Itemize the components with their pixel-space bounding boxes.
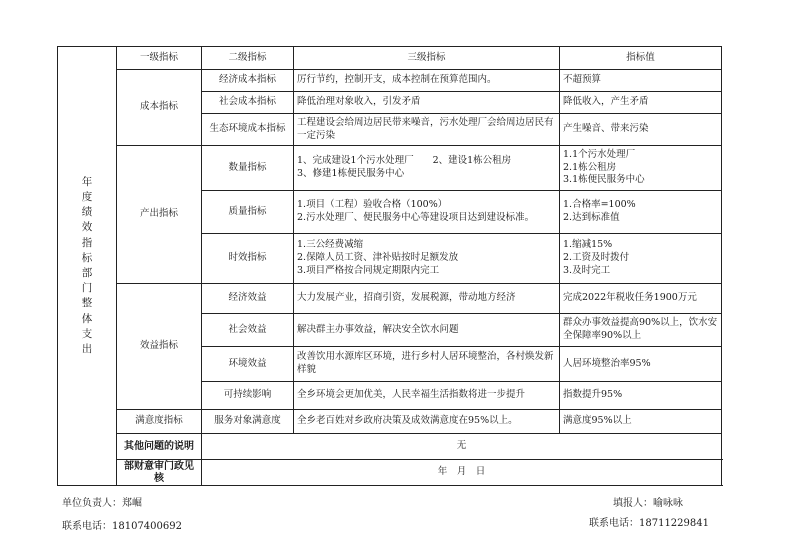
level3-line: 2.污水处理厂、便民服务中心等建设项目达到建设标准。 [297,212,535,223]
side-label-char: 支 [81,327,93,340]
filler-phone-line [589,514,709,529]
leader-phone-line [62,517,182,532]
level2-cell: 时效指标 [202,234,294,284]
level2-cell: 可持续影响 [202,382,294,410]
leader-phone: 18107400692 [112,521,182,532]
value-line: 2.达到标准值 [563,212,620,223]
level2-cell: 质量指标 [202,191,294,234]
benefit-label: 效益指标 [117,284,202,410]
value-cell [560,146,722,191]
value-line: 2.工资及时拨付 [563,252,630,264]
review-date: 年 月 日 [202,460,722,486]
level3-line: 1、完成建设1个污水处理厂 2、建设1栋公租房 [297,155,512,167]
value-cell: 满意度95%以上 [560,410,722,434]
level2-cell: 社会成本指标 [202,92,294,114]
level3-line: 3.项目严格按合同规定期限内完工 [297,264,440,276]
level3-line: 2.保障人员工资、津补贴按时足额发放 [297,252,459,264]
level3-cell: 全乡老百姓对乡政府决策及成效满意度在95%以上。 [294,410,560,434]
value-cell: 群众办事效益提高90%以上，饮水安全保障率90%以上 [560,314,722,347]
table-row [58,410,722,434]
satisfaction-label: 满意度指标 [117,410,202,434]
performance-table [57,46,722,486]
level2-cell: 生态环境成本指标 [202,114,294,146]
value-cell: 降低收入，产生矛盾 [560,92,722,114]
level3-line: 1.三公经费减缩 [297,239,364,251]
other-issues-label: 其他问题的说明 [117,434,202,460]
level2-cell: 数量指标 [202,146,294,191]
header-value: 指标值 [560,47,722,70]
output-label: 产出指标 [117,146,202,284]
value-cell [560,191,722,234]
level3-cell: 厉行节约，控制开支，成本控制在预算范围内。 [294,70,560,92]
value-line: 3.1栋便民服务中心 [563,174,645,186]
side-label [58,47,117,486]
review-row [58,460,722,486]
value-cell: 完成2022年税收任务1900万元 [560,284,722,314]
filler-line [613,494,683,509]
other-issues-row [58,434,722,460]
header-level3: 三级指标 [294,47,560,70]
table-row [58,146,722,191]
value-line: 1.1个污水处理厂 [563,148,636,160]
value-cell: 指数提升95% [560,382,722,410]
level3-cell: 改善饮用水源库区环境，进行乡村人居环境整治，各村焕发新样貌 [294,347,560,382]
side-label-char: 效 [81,221,93,234]
level3-line: 3、修建1栋便民服务中心 [297,168,405,179]
leader-name: 郑崛 [122,498,142,509]
level3-cell [294,234,560,284]
side-label-char: 门 [81,282,93,295]
filler-phone-label: 联系电话： [589,518,639,529]
level3-cell [294,191,560,234]
side-label-char: 年 [81,175,93,188]
level2-cell: 社会效益 [202,314,294,347]
leader-label: 单位负责人： [62,498,122,509]
leader-line [62,494,142,509]
filler-phone: 18711229841 [639,518,709,529]
level3-cell: 降低治理对象收入，引发矛盾 [294,92,560,114]
other-issues-value: 无 [202,434,722,460]
side-label-char: 整 [81,297,93,310]
value-cell [560,234,722,284]
side-label-text [58,175,116,358]
side-label-char: 度 [81,190,93,203]
level3-cell: 大力发展产业，招商引资，发展税源，带动地方经济 [294,284,560,314]
review-label: 部财意审门政见核 [117,460,202,486]
value-line: 1.缩减15% [563,239,613,251]
header-level2: 二级指标 [202,47,294,70]
level2-cell: 经济效益 [202,284,294,314]
level3-cell: 全乡环境会更加优美，人民幸福生活指数将进一步提升 [294,382,560,410]
value-cell: 人居环境整治率95% [560,347,722,382]
side-label-char: 标 [81,251,93,264]
level3-cell: 工程建设会给周边居民带来噪音，污水处理厂会给周边居民有一定污染 [294,114,560,146]
value-cell: 不超预算 [560,70,722,92]
side-label-char: 出 [81,343,93,356]
value-line: 2.1栋公租房 [563,161,617,173]
side-label-char: 绩 [81,206,93,219]
cost-label: 成本指标 [117,70,202,146]
side-label-char: 体 [81,312,93,325]
value-cell: 产生噪音、带来污染 [560,114,722,146]
filler-label: 填报人： [613,498,653,509]
filler-name: 喻咏咏 [653,498,683,509]
level2-cell: 环境效益 [202,347,294,382]
side-label-char: 部 [81,267,93,279]
level2-cell: 经济成本指标 [202,70,294,92]
header-level1: 一级指标 [117,47,202,70]
table-row [58,284,722,314]
table-row [58,70,722,92]
side-label-char: 指 [81,236,93,249]
level3-line: 1.项目（工程）验收合格（100%） [297,199,448,211]
header-row [58,47,722,70]
level2-cell: 服务对象满意度 [202,410,294,434]
value-line: 1.合格率=100% [563,199,636,211]
level3-cell [294,146,560,191]
value-line: 3.及时完工 [563,264,611,276]
leader-phone-label: 联系电话： [62,521,112,532]
level3-cell: 解决群主办事效益，解决安全饮水问题 [294,314,560,347]
